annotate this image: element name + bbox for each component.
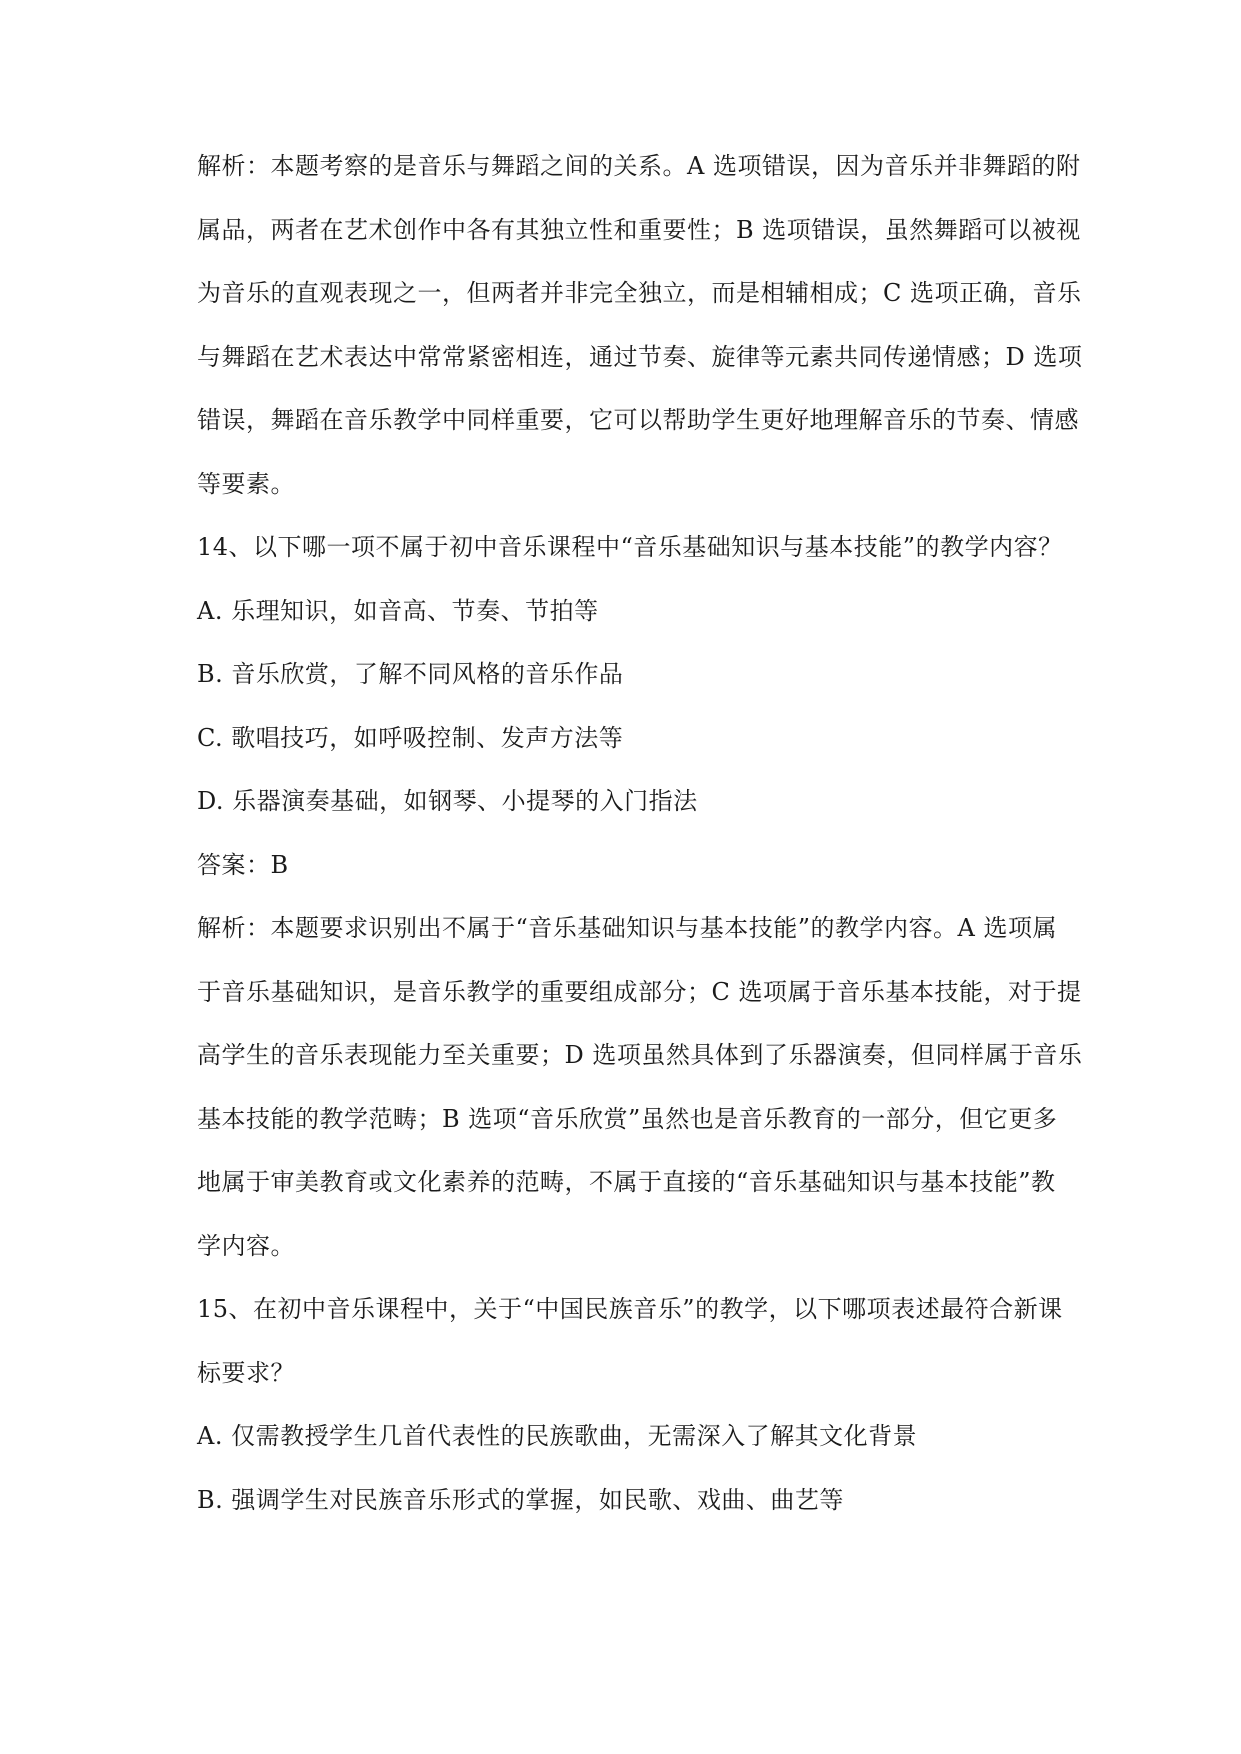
analysis-13-line-2: 属品，两者在艺术创作中各有其独立性和重要性；B 选项错误，虽然舞蹈可以被视 <box>197 215 1081 244</box>
analysis-14-line-5: 地属于审美教育或文化素养的范畴，不属于直接的“音乐基础知识与基本技能”教 <box>197 1168 1056 1196</box>
question-14: 14、以下哪一项不属于初中音乐课程中“音乐基础知识与基本技能”的教学内容？ <box>197 533 1063 561</box>
question-15-line-2: 标要求？ <box>197 1358 295 1387</box>
question-15-option-a: A. 仅需教授学生几首代表性的民族歌曲，无需深入了解其文化背景 <box>197 1422 918 1450</box>
question-15-line-1: 15、在初中音乐课程中，关于“中国民族音乐”的教学，以下哪项表述最符合新课 <box>197 1295 1063 1323</box>
question-15-option-b: B. 强调学生对民族音乐形式的掌握，如民歌、戏曲、曲艺等 <box>197 1485 844 1514</box>
analysis-13-line-5: 错误，舞蹈在音乐教学中同样重要，它可以帮助学生更好地理解音乐的节奏、情感 <box>197 406 1079 434</box>
analysis-13-line-4: 与舞蹈在艺术表达中常常紧密相连，通过节奏、旋律等元素共同传递情感；D 选项 <box>197 342 1083 371</box>
question-14-option-d: D. 乐器演奏基础，如钢琴、小提琴的入门指法 <box>197 787 698 815</box>
analysis-13-line-3: 为音乐的直观表现之一，但两者并非完全独立，而是相辅相成；C 选项正确，音乐 <box>197 279 1082 307</box>
analysis-13-line-1: 解析：本题考察的是音乐与舞蹈之间的关系。A 选项错误，因为音乐并非舞蹈的附 <box>197 152 1081 180</box>
analysis-14-line-1: 解析：本题要求识别出不属于“音乐基础知识与基本技能”的教学内容。A 选项属 <box>197 914 1057 942</box>
page-text <box>197 135 1087 1532</box>
question-14-option-c: C. 歌唱技巧，如呼吸控制、发声方法等 <box>197 723 624 752</box>
analysis-14-line-3: 高学生的音乐表现能力至关重要；D 选项虽然具体到了乐器演奏，但同样属于音乐 <box>197 1041 1083 1069</box>
analysis-14-line-2: 于音乐基础知识，是音乐教学的重要组成部分；C 选项属于音乐基本技能，对于提 <box>197 977 1082 1006</box>
analysis-13-line-6: 等要素。 <box>197 469 295 498</box>
analysis-14-line-6: 学内容。 <box>197 1231 295 1260</box>
question-14-answer: 答案：B <box>197 850 289 879</box>
analysis-14-line-4: 基本技能的教学范畴；B 选项“音乐欣赏”虽然也是音乐教育的一部分，但它更多 <box>197 1104 1058 1133</box>
question-14-option-b: B. 音乐欣赏，了解不同风格的音乐作品 <box>197 660 624 688</box>
question-14-option-a: A. 乐理知识，如音高、节奏、节拍等 <box>197 596 599 625</box>
